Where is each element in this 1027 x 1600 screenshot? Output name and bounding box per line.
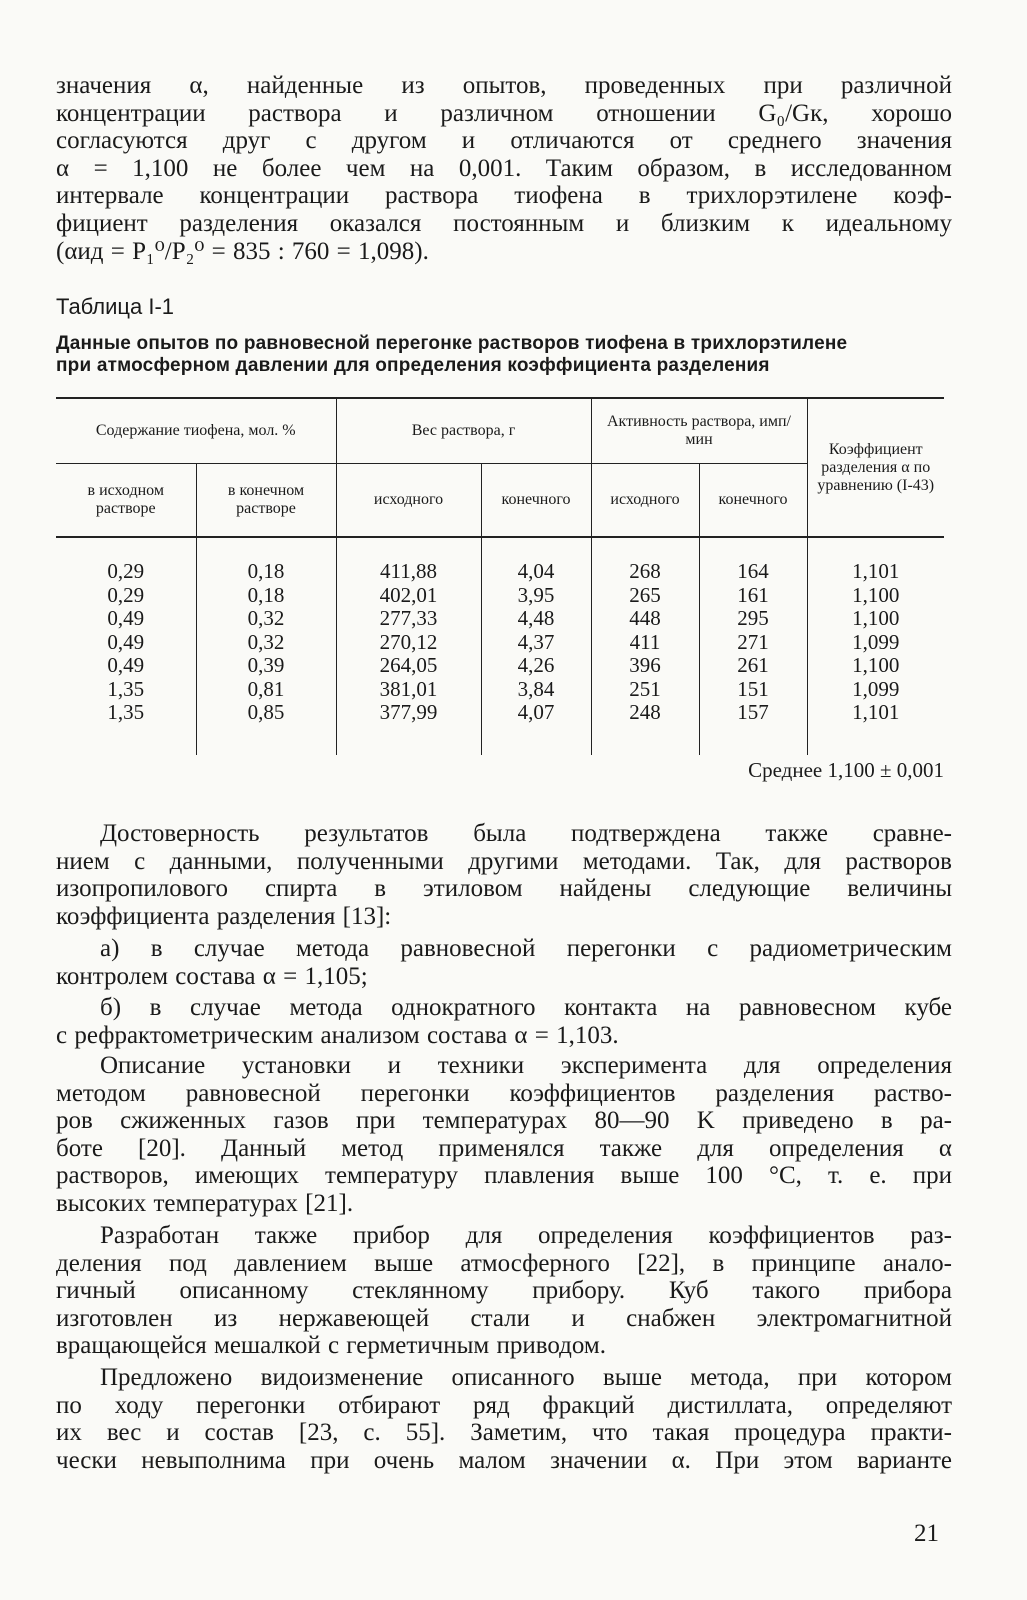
table-cell: 1,101 [852,559,900,583]
table-cell: 0,18 [247,559,285,583]
column-weight-initial [336,537,481,755]
table-cell: 1,101 [852,700,900,724]
list-item-b [56,994,952,1049]
text-line: коэффициента разделения [13]: [56,902,392,930]
text-line: боте [20]. Данный метод применялся также для определения α [56,1134,952,1162]
text-line: с рефрактометрическим анализом состава α = 1,103. [56,1021,619,1049]
text-line: вращающейся мешалкой с герметичным приводом. [56,1332,606,1360]
table-cell: 271 [737,629,769,654]
intro-paragraph [56,72,952,265]
text-line: согласуются друг с другом и отличаются от среднего значения [56,127,952,155]
text-line: их вес и состав [23, с. 55]. Заметим, что такая процедура практи- [56,1419,952,1447]
header-activity-initial: исходного [591,464,699,538]
table-cell: 381,01 [379,676,438,701]
table-cell: 0,49 [107,606,145,630]
header-weight-initial: исходного [336,464,481,538]
table-cell: 264,05 [379,653,438,677]
text-line: (αид = P₁⁰/P₂⁰ = 835 : 760 = 1,098). [56,237,429,265]
header-weight-final: конечного [481,464,591,538]
table-average: Среднее 1,100 ± 0,001 [748,758,944,782]
text-line: нием с данными, полученными другими методами. Так, для растворов [56,847,952,875]
header-coefficient: Коэффициент разделения α по уравнению (I-43) [807,398,944,537]
text-line: высоких температурах [21]. [56,1189,354,1217]
table-cell: 4,26 [517,653,555,677]
page-number: 21 [914,1520,939,1547]
table-cell: 251 [629,676,661,701]
text-line: деления под давлением выше атмосферного [22], в принципе анало- [56,1249,952,1277]
table-cell: 4,07 [517,700,555,724]
table-cell: 0,32 [247,629,285,654]
table-cell: 0,49 [107,629,145,654]
header-final-solution: в конечном растворе [196,464,336,538]
column-activity-final [699,537,807,755]
table-cell: 4,37 [517,629,555,654]
table-row [56,537,944,755]
column-final-solution [196,537,336,755]
table-cell: 1,35 [107,676,145,701]
text-line: Достоверность результатов была подтверждена также сравне- [100,820,952,847]
table-cell: 268 [629,559,661,583]
text-line: Предложено видоизменение описанного выше метода, при котором [100,1364,952,1391]
table-cell: 411 [629,629,661,654]
text-line: Разработан также прибор для определения коэффициентов раз- [100,1222,952,1249]
header-activity-final: конечного [699,464,807,538]
table-cell: 0,49 [107,653,145,677]
column-coefficient [807,537,944,755]
table-cell: 151 [737,676,769,701]
header-initial-solution: в исходном растворе [56,464,196,538]
table-cell: 448 [629,606,661,630]
table-cell: 1,100 [852,582,900,607]
table-label: Таблица I-1 [56,294,175,319]
text-line: интервале концентрации раствора тиофена в трихлорэтилене коэф- [56,182,952,210]
header-content: Содержание тиофена, мол. % [56,398,336,464]
table-cell: 4,48 [517,606,555,630]
table-cell: 0,32 [247,606,285,630]
table-cell: 261 [737,653,769,677]
table-cell: 270,12 [379,629,438,654]
text-line: б) в случае метода однократного контакта на равновесном кубе [100,994,952,1021]
paragraph-setup [56,1052,952,1218]
text-line: изготовлен из нержавеющей стали и снабжен электромагнитной [56,1304,952,1332]
text-line: Описание установки и техники эксперимента для определения [100,1052,952,1079]
table-cell: 0,29 [107,582,145,607]
text-line: ров сжиженных газов при температурах 80—90 K приведено в ра- [56,1107,952,1135]
text-line: по ходу перегонки отбирают ряд фракций дистиллата, определяют [56,1391,952,1419]
table-cell: 0,18 [247,582,285,607]
text-line: контролем состава α = 1,105; [56,962,368,990]
data-table [56,397,944,755]
column-activity-initial [591,537,699,755]
caption-line: Данные опытов по равновесной перегонке растворов тиофена в трихлорэтилене [56,333,848,354]
table-cell: 0,39 [247,653,285,677]
text-line: концентрации раствора и различном отношении G₀/Gк, хорошо [56,99,952,127]
table-cell: 0,85 [247,700,285,724]
table-cell: 157 [737,700,769,724]
table-cell: 295 [737,606,769,630]
table-cell: 1,099 [852,629,900,654]
text-line: гичный описанному стеклянному прибору. Куб такого прибора [56,1277,952,1305]
caption-line: при атмосферном давлении для определения коэффициента разделения [56,355,770,376]
table-cell: 0,81 [247,676,285,701]
text-line: α = 1,100 не более чем на 0,001. Таким образом, в исследованном [56,154,952,182]
paragraph-modification [56,1364,952,1474]
table-cell: 277,33 [379,606,438,630]
column-initial-solution [56,537,196,755]
table-cell: 1,100 [852,606,900,630]
header-activity: Активность раствора, имп/мин [591,398,807,464]
table-cell: 248 [629,700,661,724]
paragraph-device [56,1222,952,1360]
text-line: методом равновесной перегонки коэффициентов разделения раство- [56,1079,952,1107]
paragraph-reliability [56,820,952,930]
table-cell: 3,95 [517,582,555,607]
text-line: значения α, найденные из опытов, проведенных при различной [56,72,952,99]
table-cell: 164 [737,559,769,583]
table-cell: 4,04 [517,559,555,583]
text-line: фициент разделения оказался постоянным и близким к идеальному [56,209,952,237]
column-weight-final [481,537,591,755]
table-cell: 3,84 [517,676,555,701]
table-cell: 396 [629,653,661,677]
table-cell: 161 [737,582,769,607]
table-cell: 377,99 [379,700,438,724]
table-cell: 411,88 [380,559,437,583]
text-line: а) в случае метода равновесной перегонки с радиометрическим [100,935,952,962]
text-line: изопропилового спирта в этиловом найдены следующие величины [56,875,952,903]
table-cell: 1,35 [107,700,145,724]
table-caption [56,333,952,377]
table-cell: 402,01 [379,582,438,607]
header-weight: Вес раствора, г [336,398,591,464]
list-item-a [56,935,952,990]
table-cell: 265 [629,582,661,607]
table-cell: 1,100 [852,653,900,677]
text-line: растворов, имеющих температуру плавления выше 100 °C, т. е. при [56,1162,952,1190]
text-line: чески невыполнима при очень малом значении α. При этом варианте [56,1446,952,1474]
table-cell: 0,29 [107,559,145,583]
table-cell: 1,099 [852,676,900,701]
